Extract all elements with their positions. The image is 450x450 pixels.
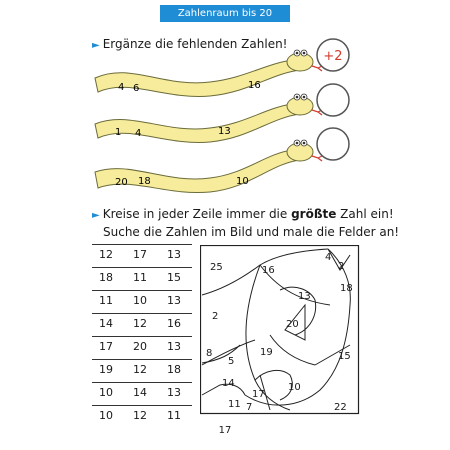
pic-number-7: 2 — [212, 311, 219, 322]
snake1-circle-value: +2 — [323, 49, 343, 64]
grid-cell[interactable]: 11 — [133, 271, 147, 284]
grid-cell[interactable]: 11 — [167, 409, 181, 422]
exercise2-instruction — [92, 206, 399, 241]
pic-number-16: 11 — [228, 399, 241, 410]
pic-number-2: 4 — [325, 252, 332, 263]
snake3-number-1: 20 — [115, 177, 128, 188]
grid-cell[interactable]: 19 — [99, 363, 113, 376]
grid-cell[interactable]: 13 — [167, 294, 181, 307]
pic-number-12: 15 — [338, 351, 351, 362]
snake1-number-1: 4 — [118, 82, 125, 93]
grid-cell[interactable]: 11 — [99, 294, 113, 307]
grid-cell[interactable]: 12 — [133, 317, 147, 330]
exercise2-instruction-bold: größte — [291, 207, 337, 221]
grid-cell[interactable]: 14 — [99, 317, 113, 330]
grid-cell[interactable]: 13 — [167, 248, 181, 261]
grid-cell[interactable]: 12 — [133, 409, 147, 422]
grid-cell[interactable]: 20 — [133, 340, 147, 353]
exercise2-instruction-line2: Suche die Zahlen im Bild und male die Felder an! — [103, 225, 400, 239]
snake2-number-1: 1 — [115, 127, 122, 138]
snake3-number-3: 10 — [236, 176, 249, 187]
chapter-banner: Zahlenraum bis 20 — [160, 5, 290, 22]
exercise2-instruction-post: Zahl ein! — [336, 207, 394, 221]
pic-number-18: 22 — [334, 402, 347, 413]
grid-cell[interactable]: 17 — [99, 340, 113, 353]
grid-cell[interactable]: 18 — [167, 363, 181, 376]
grid-cell[interactable]: 12 — [133, 363, 147, 376]
pic-number-11: 5 — [228, 356, 235, 367]
grid-cell[interactable]: 10 — [99, 409, 113, 422]
snake1-number-2: 6 — [133, 83, 140, 94]
grid-row — [92, 359, 192, 383]
grid-cell[interactable]: 16 — [167, 317, 181, 330]
color-by-number-picture — [200, 245, 360, 415]
page-number: 17 — [218, 425, 232, 436]
grid-cell[interactable]: 12 — [99, 248, 113, 261]
pic-number-9: 8 — [206, 348, 213, 359]
pic-number-13: 14 — [222, 378, 235, 389]
grid-row — [92, 244, 192, 268]
grid-row — [92, 382, 192, 406]
pic-number-10: 19 — [260, 347, 273, 358]
snake2-number-3: 13 — [218, 126, 231, 137]
grid-row — [92, 313, 192, 337]
grid-cell[interactable]: 13 — [167, 340, 181, 353]
snake3-number-2: 18 — [138, 176, 151, 187]
pic-number-1: 25 — [210, 262, 223, 273]
grid-row — [92, 267, 192, 291]
snake1-number-3: 16 — [248, 80, 261, 91]
snake2-number-2: 4 — [135, 128, 142, 139]
grid-cell[interactable]: 10 — [133, 294, 147, 307]
grid-cell[interactable]: 10 — [99, 386, 113, 399]
pic-number-5: 16 — [262, 265, 275, 276]
pic-number-6: 13 — [298, 291, 311, 302]
answer-circle-2[interactable] — [317, 84, 349, 116]
pic-number-8: 20 — [286, 319, 299, 330]
pic-number-17: 7 — [246, 402, 253, 413]
arrow-icon: ► — [92, 40, 100, 51]
exercise1-instruction-text: Ergänze die fehlenden Zahlen! — [102, 37, 288, 51]
pic-number-3: 2 — [338, 261, 345, 272]
pic-number-4: 18 — [340, 283, 353, 294]
grid-cell[interactable]: 17 — [133, 248, 147, 261]
arrow-icon: ► — [92, 210, 100, 221]
snakes-illustration — [0, 0, 450, 200]
pic-number-15: 10 — [288, 382, 301, 393]
grid-row — [92, 336, 192, 360]
grid-cell[interactable]: 14 — [133, 386, 147, 399]
grid-cell[interactable]: 13 — [167, 386, 181, 399]
answer-circle-3[interactable] — [317, 128, 349, 160]
grid-row — [92, 405, 192, 429]
pic-number-14: 17 — [252, 389, 265, 400]
grid-cell[interactable]: 18 — [99, 271, 113, 284]
snake-1 — [95, 39, 349, 96]
grid-row — [92, 290, 192, 314]
exercise2-instruction-pre: Kreise in jeder Zeile immer die — [102, 207, 292, 221]
grid-cell[interactable]: 15 — [167, 271, 181, 284]
